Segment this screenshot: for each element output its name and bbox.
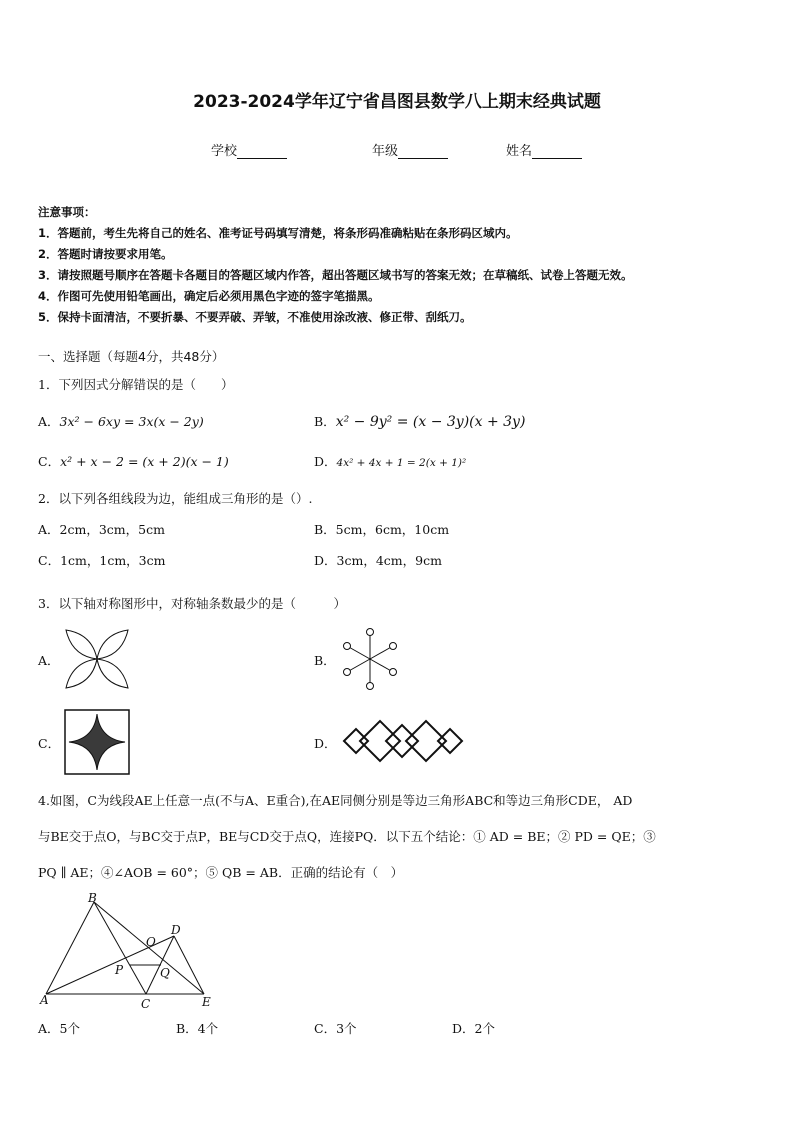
q4-option-d: D．2个 <box>452 1021 495 1036</box>
label-b: B <box>88 891 97 905</box>
section-heading: 一、选择题（每题4分，共48分） <box>38 349 225 364</box>
label-c: C <box>141 997 151 1011</box>
label-o: O <box>146 935 156 949</box>
q1-b-label: B． <box>314 414 336 429</box>
grade-blank <box>398 144 448 159</box>
note-item: 4．作图可先使用铅笔画出，确定后必须用黑色字迹的签字笔描黑。 <box>38 289 380 303</box>
q2-option-c: C．1cm，1cm，3cm <box>38 553 166 568</box>
star-lines-figure <box>340 626 400 692</box>
note-item: 3．请按照题号顺序在答题卡各题目的答题区域内作答，超出答题区域书写的答案无效；在草稿纸、试卷上答题无效。 <box>38 268 633 282</box>
name-blank <box>532 144 582 159</box>
q1-d-label: D． <box>314 454 337 469</box>
q1-stem: 1．下列因式分解错误的是（ ） <box>38 377 234 392</box>
q1-a-label: A． <box>38 414 60 429</box>
q2-option-b: B．5cm，6cm，10cm <box>314 522 450 537</box>
q4-line-3: PQ ∥ AE；④∠AOB = 60°；⑤ QB = AB．正确的结论有（ ） <box>38 865 404 880</box>
grade-field <box>372 140 448 159</box>
q4-option-c: C．3个 <box>314 1021 357 1036</box>
q1-option-a <box>38 412 204 430</box>
label-a: A <box>40 993 49 1007</box>
q1-c-text: x² + x − 2 = (x + 2)(x − 1) <box>60 454 229 469</box>
q3-option-c-label: C． <box>38 736 61 751</box>
q1-option-b <box>314 412 525 430</box>
q1-b-text: x² − 9y² = (x − 3y)(x + 3y) <box>335 414 526 430</box>
four-petal-figure <box>62 626 132 692</box>
q1-c-label: C． <box>38 454 61 469</box>
name-label: 姓名 <box>506 144 533 159</box>
q3-stem: 3．以下轴对称图形中，对称轴条数最少的是（ ） <box>38 596 346 611</box>
q4-stem <box>38 783 768 891</box>
q1-option-d <box>314 452 466 470</box>
triangle-diagram <box>36 890 226 1014</box>
student-info-row <box>0 140 794 160</box>
q2-stem: 2．以下列各组线段为边，能组成三角形的是（）. <box>38 491 313 506</box>
page-title: 2023-2024学年辽宁省昌图县数学八上期末经典试题 <box>193 92 601 112</box>
q4-line-2: 与BE交于点O，与BC交于点P，BE与CD交于点Q，连接PQ．以下五个结论：① AD = BE；② PD = QE；③ <box>38 829 656 844</box>
notes-block <box>38 202 768 328</box>
label-p: P <box>115 963 124 977</box>
square-star-figure <box>64 709 130 775</box>
diamond-chain-figure <box>342 716 464 766</box>
q3-option-d-label: D． <box>314 736 337 751</box>
q4-option-a: A．5个 <box>38 1021 80 1036</box>
grade-label: 年级 <box>372 144 399 159</box>
q3-option-b-label: B． <box>314 653 336 668</box>
q2-option-a: A．2cm，3cm，5cm <box>38 522 165 537</box>
q4-option-b: B．4个 <box>176 1021 219 1036</box>
label-q: Q <box>160 966 170 980</box>
note-item: 5．保持卡面清洁，不要折暴、不要弄破、弄皱，不准使用涂改液、修正带、刮纸刀。 <box>38 310 472 324</box>
q3-option-a-label: A． <box>38 653 60 668</box>
note-item: 1．答题前，考生先将自己的姓名、准考证号码填写清楚，将条形码准确粘贴在条形码区域内。 <box>38 226 518 240</box>
school-label: 学校 <box>211 144 238 159</box>
label-d: D <box>171 923 181 937</box>
note-item: 2．答题时请按要求用笔。 <box>38 247 173 261</box>
q2-option-d: D．3cm，4cm，9cm <box>314 553 442 568</box>
notes-heading: 注意事项： <box>38 205 96 219</box>
q1-a-text: 3x² − 6xy = 3x(x − 2y) <box>59 414 204 429</box>
name-field <box>506 140 582 159</box>
q1-option-c <box>38 452 229 470</box>
label-e: E <box>202 995 211 1009</box>
school-blank <box>237 144 287 159</box>
school-field <box>211 140 287 159</box>
q1-d-text: 4x² + 4x + 1 = 2(x + 1)² <box>336 457 467 469</box>
q4-line-1: 4.如图，C为线段AE上任意一点(不与A、E重合),在AE同侧分别是等边三角形ABC和等边三角形CDE， AD <box>38 793 633 808</box>
